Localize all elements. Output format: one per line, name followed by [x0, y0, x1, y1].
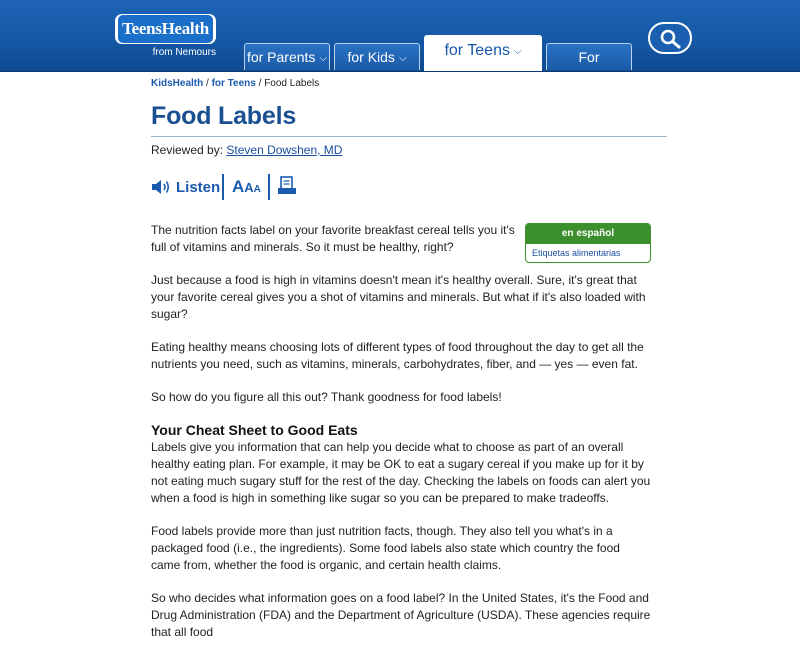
listen-button[interactable] — [151, 174, 220, 200]
paragraph: The nutrition facts label on your favorite breakfast cereal tells you it's full of vitamins and minerals. So it must be healthy, right? — [151, 223, 515, 254]
tool-divider — [268, 174, 270, 200]
logo-title: TeensHealth — [118, 15, 213, 43]
section-heading: Your Cheat Sheet to Good Eats — [151, 422, 358, 438]
paragraph: Just because a food is high in vitamins doesn't mean it's healthy overall. Sure, it's great that your favorite cereal gives you a shot of vitamins and minerals. But what if it's also loaded with sugar? — [151, 273, 646, 321]
tool-divider — [222, 174, 224, 200]
tab-label: For Educators — [557, 49, 621, 91]
reviewed-prefix: Reviewed by: — [151, 143, 224, 157]
breadcrumb-link-kidshealth[interactable]: KidsHealth — [151, 78, 204, 89]
tab-for-kids[interactable] — [334, 43, 420, 70]
speaker-icon — [151, 178, 171, 196]
font-size-large: A — [232, 177, 245, 196]
page-title: Food Labels — [151, 102, 667, 137]
tab-label: for Kids — [347, 49, 395, 65]
main-content — [151, 71, 667, 639]
tab-for-teens[interactable] — [424, 35, 542, 71]
tab-label: for Parents — [246, 49, 316, 65]
listen-label: Listen — [176, 178, 221, 196]
chevron-down-icon: ⌵ — [398, 53, 407, 64]
paragraph: Labels give you information that can help you decide what to choose as part of an overall healthy eating plan. For example, it may be OK to eat a sugary cereal if you make up for it by not eating much sugary stuff for the rest of the day. Checking the labels on foods can alert you when a food is high in something like sugar so you can be prepared to make tradeoffs. — [151, 440, 651, 505]
breadcrumb-link-for-teens[interactable]: for Teens — [211, 78, 256, 89]
paragraph: So how do you figure all this out? Thank goodness for food labels! — [151, 390, 502, 404]
search-icon — [660, 29, 682, 49]
reviewer-link[interactable]: Steven Dowshen, MD — [226, 143, 343, 157]
breadcrumb — [151, 78, 667, 89]
breadcrumb-current: Food Labels — [264, 78, 320, 89]
search-button[interactable] — [648, 22, 692, 54]
chevron-down-icon: ⌵ — [513, 46, 522, 57]
teenshealth-logo[interactable] — [115, 14, 218, 62]
logo-subtitle: from Nemours — [152, 47, 216, 58]
tab-label: for Teens — [444, 42, 510, 59]
en-espanol-heading: en español — [526, 224, 650, 244]
paragraph: So who decides what information goes on a food label? In the United States, it's the Food and Drug Administration (FDA) and the Department of Agriculture (USDA). These agencies require that all food — [151, 591, 651, 639]
tab-for-parents[interactable] — [244, 43, 330, 70]
logo-box — [115, 14, 216, 44]
breadcrumb-separator: / — [258, 78, 262, 89]
font-size-button[interactable] — [232, 175, 261, 199]
font-size-medium: A — [244, 180, 254, 195]
tab-for-educators[interactable] — [546, 43, 632, 91]
chevron-down-icon: ⌵ — [319, 53, 328, 64]
reviewed-by — [151, 143, 667, 157]
paragraph: Eating healthy means choosing lots of different types of food throughout the day to get all the nutrients you need, such as vitamins, minerals, carbohydrates, fiber, and — yes — even fat. — [151, 340, 644, 371]
article-body — [151, 222, 651, 657]
article-tools — [151, 174, 667, 200]
font-size-small: A — [253, 184, 261, 195]
en-espanol-link[interactable]: Etiquetas alimentarias — [532, 248, 621, 258]
breadcrumb-separator: / — [206, 78, 209, 89]
print-button[interactable] — [277, 176, 297, 201]
print-icon — [277, 176, 297, 196]
paragraph: Food labels provide more than just nutrition facts, though. They also tell you what's in a packaged food (i.e., the ingredients). Some food labels also state which country the food came from, whether the food is organic, and certain health claims. — [151, 524, 620, 572]
